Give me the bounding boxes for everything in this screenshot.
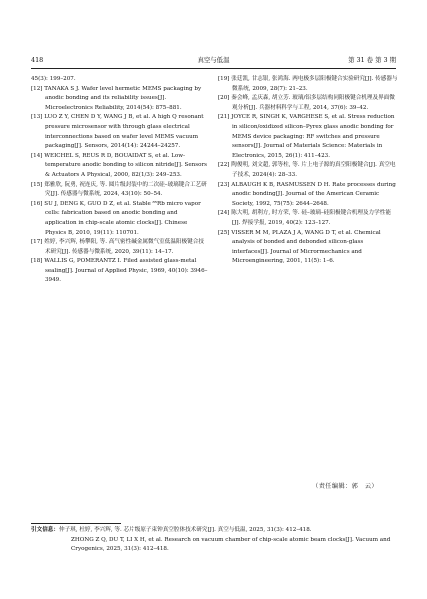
reference-item: [19] 张廷凯, 甘志银, 张鸿海. 两电极多层阳极键合实验研究[J]. 传感器与微系统, 2009, 28(7): 21–23.	[218, 76, 398, 92]
reference-item: [23] ALBAUGH K B, RASMUSSEN D H. Rate processes during anodic bonding[J]. Journal of the American Ceramic Society, 1992, 75(75): 2644–2648.	[218, 181, 396, 207]
reference-item: [25] VISSER M M, PLAZA J A, WANG D T, et al. Chemical analysis of bonded and debonded silicon-glass interfaces[J]. Journal of Micrormechanics and Microengineering, 2001, 11(5): 1–6.	[218, 229, 381, 265]
reference-item: [24] 陈大明, 胡利方, 时方荣, 等. 硅–玻璃–硅阳极键合机理及力学性能[J]. 焊接学报, 2019, 40(2): 123–127.	[218, 210, 391, 226]
page-header	[31, 53, 396, 67]
reference-item: [22] 陶俊明, 刘文超, 郭等柱, 等. 片上电子源的真空阳极键合[J]. 真空电子技术, 2024(4): 28–33.	[218, 162, 396, 178]
volume-issue: 第 31 卷 第 3 期	[348, 56, 396, 64]
reference-item: [15] 郑雅欣, 阮勇, 祝连庆, 等. 圆片级封装中的二次硅–玻璃键合工艺研究[J]. 传感器与微系统, 2024, 43(10): 50–54.	[31, 181, 207, 198]
reference-item: [18] WALLIS G, POMERANTZ I. Filed assisted glass-metal sealing[J]. Journal of Applied Physic, 1969, 40(10): 3946–3949.	[31, 258, 208, 284]
journal-title: 真空与低温	[197, 56, 230, 64]
footnote-rule	[31, 523, 121, 524]
reference-item: [20] 秦会峰, 孟庆森, 胡立芳. 玻璃/铝多层结构同阳极键合机理及界面微观分析[J]. 兵器材料科学与工程, 2014, 37(6): 39–42.	[218, 95, 395, 111]
reference-item: [13] LUO Z Y, CHEN D Y, WANG J B, et al. A high Q resonant pressure microsensor with through glass electrical interconnections based on wafer level MEMS vacuum packaging[J]. Sensors, 2014(14): 24244–24257.	[31, 114, 204, 150]
reference-item: 45(3): 199–207.	[31, 76, 76, 82]
header-rule	[31, 68, 396, 69]
citation-label: 引文信息：	[31, 527, 59, 533]
citation-block	[31, 526, 396, 555]
reference-item: [14] WEICHEL S, REUS R D, BOUAIDAT S, et al. Low-temperature anodic bonding to silicon nitride[J]. Sensors & Actuators A Physical, 2000, 82(1/3): 249–253.	[31, 152, 208, 178]
references-right-column	[218, 75, 398, 267]
reference-item: [21] JOYCE R, SINGH K, VARGHESE S, et al. Stress reduction in silicon/oxidized silicon–Pyrex glass anodic bonding for MEMS device packaging: RF switches and pressure sensors[J]. Journal of Materials Science: Materials in Electronics, 2015, 26(1): 411–423.	[218, 114, 395, 159]
responsible-editor: （责任编辑：郭 云）	[312, 483, 378, 490]
references-left-column	[31, 75, 209, 286]
page-number: 418	[31, 56, 44, 64]
reference-item: [16] SU J, DENG K, GUO D Z, et al. Stable ⁸⁵Rb micro vapor cells: fabrication based on anodic bonding and application in chip-scale atomic clocks[J]. Chinese Physics B, 2010, 19(11): 110701.	[31, 200, 201, 236]
reference-item: [12] TANAKA S J. Wafer level hermetic MEMS packaging by anodic bonding and its reliability issues[J]. Microelectronics Reliability, 2014(54): 875–881.	[31, 85, 202, 111]
reference-item: [17] 姓婷, 李兴辉, 杨攀阳, 等. 高气密性碱金属微气室低温阳极键合技术研究[J]. 传感器与微系统, 2020, 39(11): 14–17.	[31, 239, 204, 255]
citation-en: ZHONG Z Q, DU T, LI X H, et al. Research on vacuum chamber of chip-scale atomic beam clocks[J]. Vacuum and Cryogenics, 2025, 31(3): 412–418.	[71, 536, 391, 553]
citation-zh: 仲子琪, 杜婷, 李兴辉, 等. 芯片级原子束钟真空腔体技术研究[J]. 真空与低温, 2025, 31(3): 412–418.	[58, 527, 312, 533]
